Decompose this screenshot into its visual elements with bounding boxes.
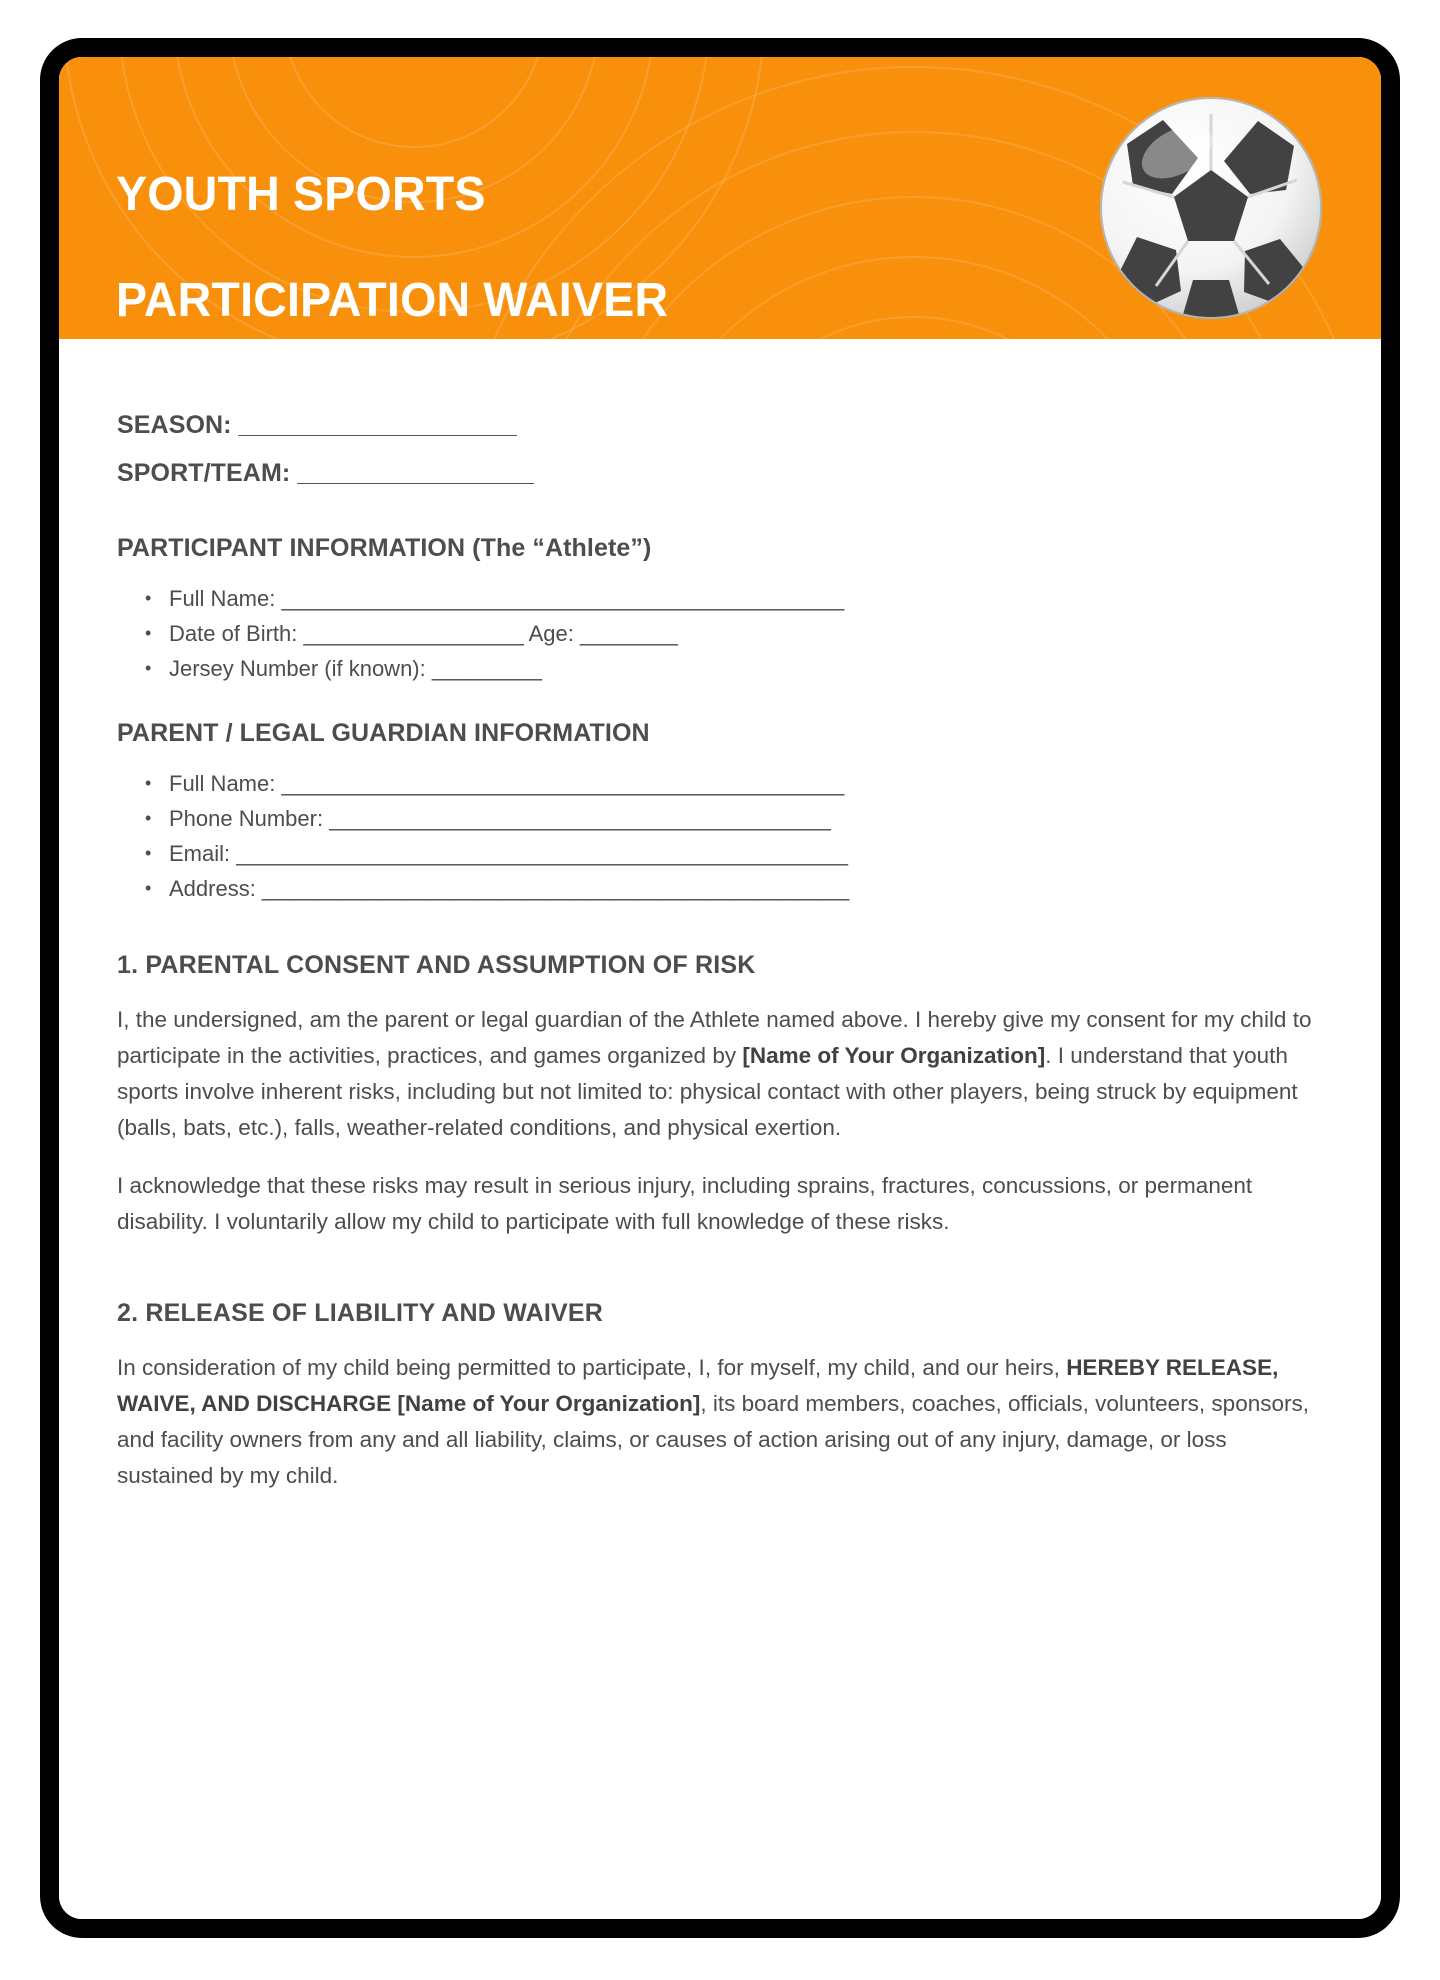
- field-sport-team-blank[interactable]: _________________: [297, 459, 534, 487]
- clause-paragraph: [117, 1168, 1323, 1240]
- clause-paragraph: [117, 1002, 1323, 1146]
- field-season-blank[interactable]: ____________________: [238, 411, 517, 439]
- list-item[interactable]: • Full Name: ______________________________________________: [117, 581, 1323, 616]
- emphasis-text: HEREBY RELEASE, WAIVE, AND DISCHARGE [Name of Your Organization]: [117, 1355, 1279, 1416]
- soccer-ball-icon: [1097, 94, 1325, 322]
- body-text: , its board members, coaches, officials, volunteers, sponsors, and facility owners from any and all liability, claims, or causes of action arising out of any injury, damage, or loss sustained by my child.: [117, 1391, 1309, 1488]
- body-text: In consideration of my child being permitted to participate, I, for myself, my child, and our heirs,: [117, 1355, 1067, 1380]
- document-page-frame: [40, 38, 1400, 1938]
- document-body: [59, 339, 1381, 1494]
- list-item[interactable]: • Phone Number: _________________________________________: [117, 801, 1323, 836]
- field-sport-team: [117, 449, 1323, 497]
- field-season-label: SEASON:: [117, 411, 239, 439]
- guardian-field-list: [117, 766, 1323, 906]
- section-heading-guardian: PARENT / LEGAL GUARDIAN INFORMATION: [117, 719, 650, 747]
- emphasis-text: [Name of Your Organization]: [742, 1043, 1046, 1068]
- list-item[interactable]: • Full Name: ______________________________________________: [117, 766, 1323, 801]
- clause-heading-2: 2. RELEASE OF LIABILITY AND WAIVER: [117, 1299, 604, 1327]
- document-header-band: [59, 57, 1381, 339]
- list-item[interactable]: • Address: ________________________________________________: [117, 871, 1323, 906]
- field-season: [117, 401, 1323, 449]
- list-item[interactable]: • Jersey Number (if known): _________: [117, 651, 1323, 686]
- participant-field-list: [117, 581, 1323, 686]
- field-sport-team-label: SPORT/TEAM:: [117, 459, 298, 487]
- clause-paragraph: [117, 1350, 1323, 1494]
- body-text: I acknowledge that these risks may result in serious injury, including sprains, fractures, concussions, or permanent disability. I voluntarily allow my child to participate with full knowledge of these risks.: [117, 1173, 1253, 1234]
- body-text: I, the undersigned, am the parent or legal guardian of the Athlete named above. I hereby give my consent for my child to participate in the activities, practices, and games organized by: [117, 1007, 1312, 1068]
- page-title: [116, 115, 668, 339]
- page-title-line-1: YOUTH SPORTS: [116, 168, 486, 221]
- list-item[interactable]: • Email: __________________________________________________: [117, 836, 1323, 871]
- body-text: . I understand that youth sports involve inherent risks, including but not limited to: physical contact with other players, being struck by equipment (balls, bats, etc.), falls, weather-related conditions, and physical exertion.: [117, 1043, 1298, 1140]
- list-item[interactable]: • Date of Birth: __________________ Age: ________: [117, 616, 1323, 651]
- section-heading-participant: PARTICIPANT INFORMATION (The “Athlete”): [117, 534, 652, 562]
- page-title-line-2: PARTICIPATION WAIVER: [116, 274, 669, 327]
- document-page: [59, 57, 1381, 1919]
- clause-heading-1: 1. PARENTAL CONSENT AND ASSUMPTION OF RISK: [117, 951, 756, 979]
